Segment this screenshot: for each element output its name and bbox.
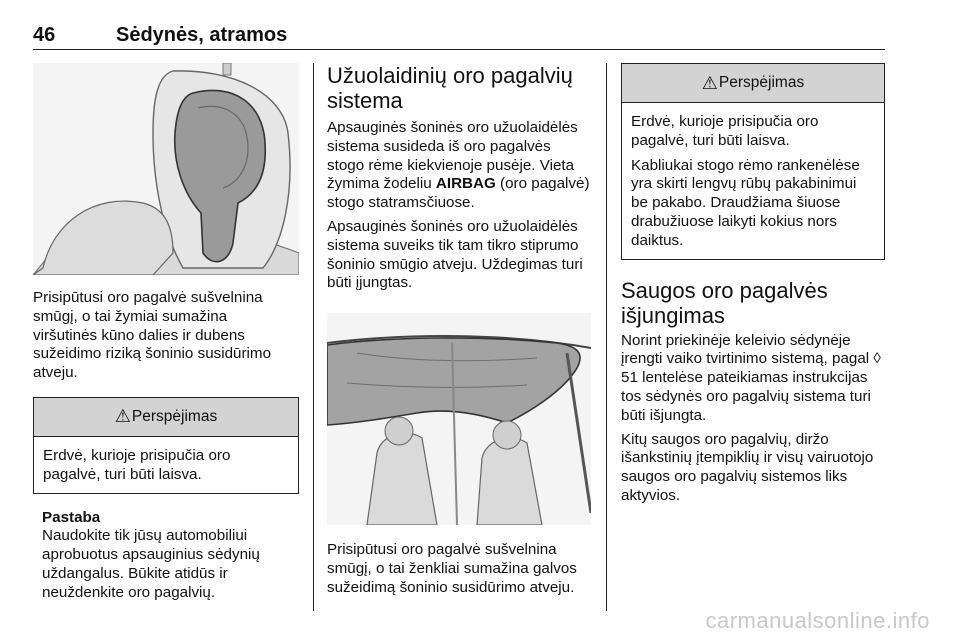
deactivation-paragraph-2: Kitų saugos oro pagalvių, diržo išankstinių įtempiklių ir visų vairuotojo saugos oro pagalvių sistemos liks aktyvios. [621,430,874,504]
page-title: Sėdynės, atramos [116,24,288,46]
warning-triangle-icon: ⚠ [701,72,718,93]
warning-box [33,397,299,494]
watermark: carmanualsonline.info [705,608,930,633]
deactivation-paragraph-1: Norint priekinėje keleivio sėdynėje įrengti vaiko tvirtinimo sistemą, pagal ◊ 51 lentelėse pateikiamas instrukcijas tos sėdynės oro pagalvių sistema turi būti išjungta. [621,331,881,424]
warning-text-2a: Erdvė, kurioje prisipučia oro pagalvė, turi būti laisva. [631,113,819,149]
warning-text-2b: Kabliukai stogo rėmo rankenėlėse yra skirti lengvų rūbų pakabinimui be pakabo. Draudžiama šiuose drabužiuose laikyti kokius nors daiktus. [631,156,860,249]
warning-header [34,398,298,437]
warning-heading-2: Perspėjimas [718,74,805,91]
warning-box-2 [621,63,885,260]
curtain-caption: Prisipūtusi oro pagalvė sušvelnina smūgį, o tai ženkliai sumažina galvos sužeidimą šoninio susidūrimo atveju. [327,541,577,596]
column-right [621,63,887,506]
warning-body-2 [622,103,884,259]
airbag-caption: Prisipūtusi oro pagalvė sušvelnina smūgį, o tai žymiai sumažina viršutinės kūno dalies ir dubens sužeidimo riziką šoninio susidūrimo atveju. [33,289,272,382]
warning-header-2 [622,64,884,103]
page-header [33,22,885,52]
warning-triangle-icon: ⚠ [114,406,131,427]
header-divider [33,49,885,50]
column-divider-1 [313,63,314,611]
curtain-paragraph-1: Apsauginės šoninės oro užuolaidėlės sistema susideda iš oro pagalvės stogo rėme kiekvienoje pusėje. Vieta žymima žodeliu AIRBAG (oro pagalvė) stogo statramsčiuose. [327,119,590,212]
column-left [33,63,299,603]
warning-text: Erdvė, kurioje prisipučia oro pagalvė, turi būti laisva. [43,446,231,483]
curtain-airbag-illustration [327,313,591,525]
column-divider-2 [606,63,607,611]
section-heading-curtain-airbag: Užuolaidinių oro pagalvių sistema [327,63,573,113]
warning-heading: Perspėjimas [131,407,218,425]
note-heading: Pastaba [42,508,101,526]
section-heading-deactivation: Saugos oro pagalvės išjungimas [621,277,828,328]
note-block [33,509,299,603]
curtain-paragraph-2: Apsauginės šoninės oro užuolaidėlės sistema suveiks tik tam tikro stiprumo šoninio smūgio atveju. Uždegimas turi būti įjungtas. [327,217,583,292]
note-text: Naudokite tik jūsų automobiliui aprobuotus apsauginius sėdynių uždangalus. Būkite atidūs ir neuždenkite oro pagalvių. [42,527,260,601]
column-middle [327,63,591,598]
warning-body [34,437,298,493]
page-number: 46 [33,24,56,46]
seat-airbag-illustration [33,63,299,275]
